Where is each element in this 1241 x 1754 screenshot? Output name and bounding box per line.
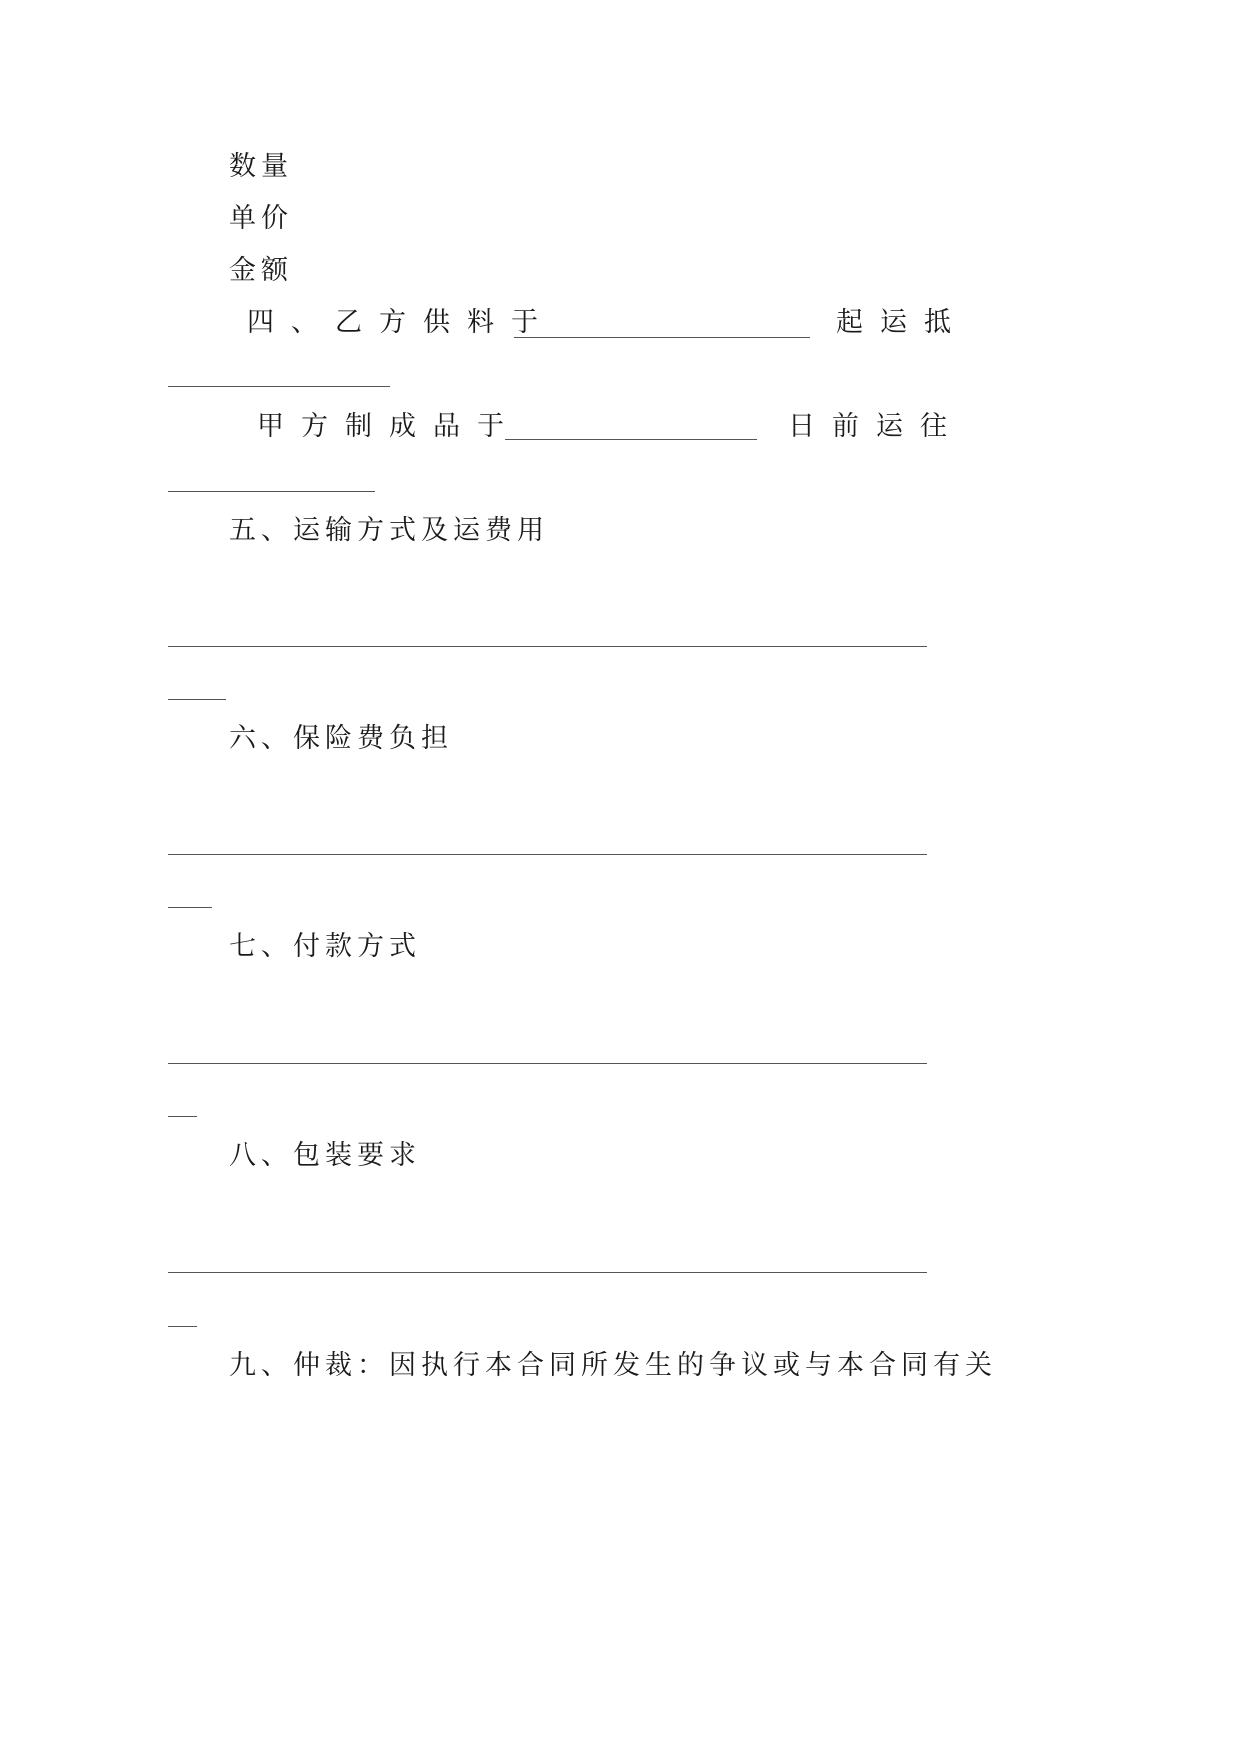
section-9-text: 九、仲裁：因执行本合同所发生的争议或与本合同有关 bbox=[229, 1350, 997, 1381]
supply-date-blank[interactable] bbox=[514, 337, 810, 338]
transport-fill-line-continued[interactable] bbox=[168, 699, 226, 700]
quantity-label: 数量 bbox=[229, 151, 293, 182]
section-5-heading: 五、运输方式及运费用 bbox=[229, 515, 549, 546]
section-4-lead: 四、乙方供料于 bbox=[247, 307, 555, 338]
product-destination-blank[interactable] bbox=[168, 491, 375, 492]
section-7-heading: 七、付款方式 bbox=[229, 931, 421, 962]
amount-label: 金额 bbox=[229, 255, 293, 286]
transport-fill-line[interactable] bbox=[168, 646, 927, 647]
packaging-fill-line[interactable] bbox=[168, 1272, 927, 1273]
section-8-heading: 八、包装要求 bbox=[229, 1140, 421, 1171]
insurance-fill-line-continued[interactable] bbox=[168, 907, 212, 908]
insurance-fill-line[interactable] bbox=[168, 854, 927, 855]
payment-fill-line[interactable] bbox=[168, 1063, 927, 1064]
section-6-heading: 六、保险费负担 bbox=[229, 723, 453, 754]
packaging-fill-line-continued[interactable] bbox=[168, 1326, 197, 1327]
section-4-mid: 起运抵 bbox=[836, 307, 968, 338]
delivery-destination-blank[interactable] bbox=[168, 386, 390, 387]
product-date-blank[interactable] bbox=[505, 439, 757, 440]
unit-price-label: 单价 bbox=[229, 203, 293, 234]
section-4-line2-lead: 甲方制成品于 bbox=[257, 411, 521, 442]
section-4-line2-mid: 日前运往 bbox=[788, 411, 964, 442]
payment-fill-line-continued[interactable] bbox=[168, 1116, 197, 1117]
